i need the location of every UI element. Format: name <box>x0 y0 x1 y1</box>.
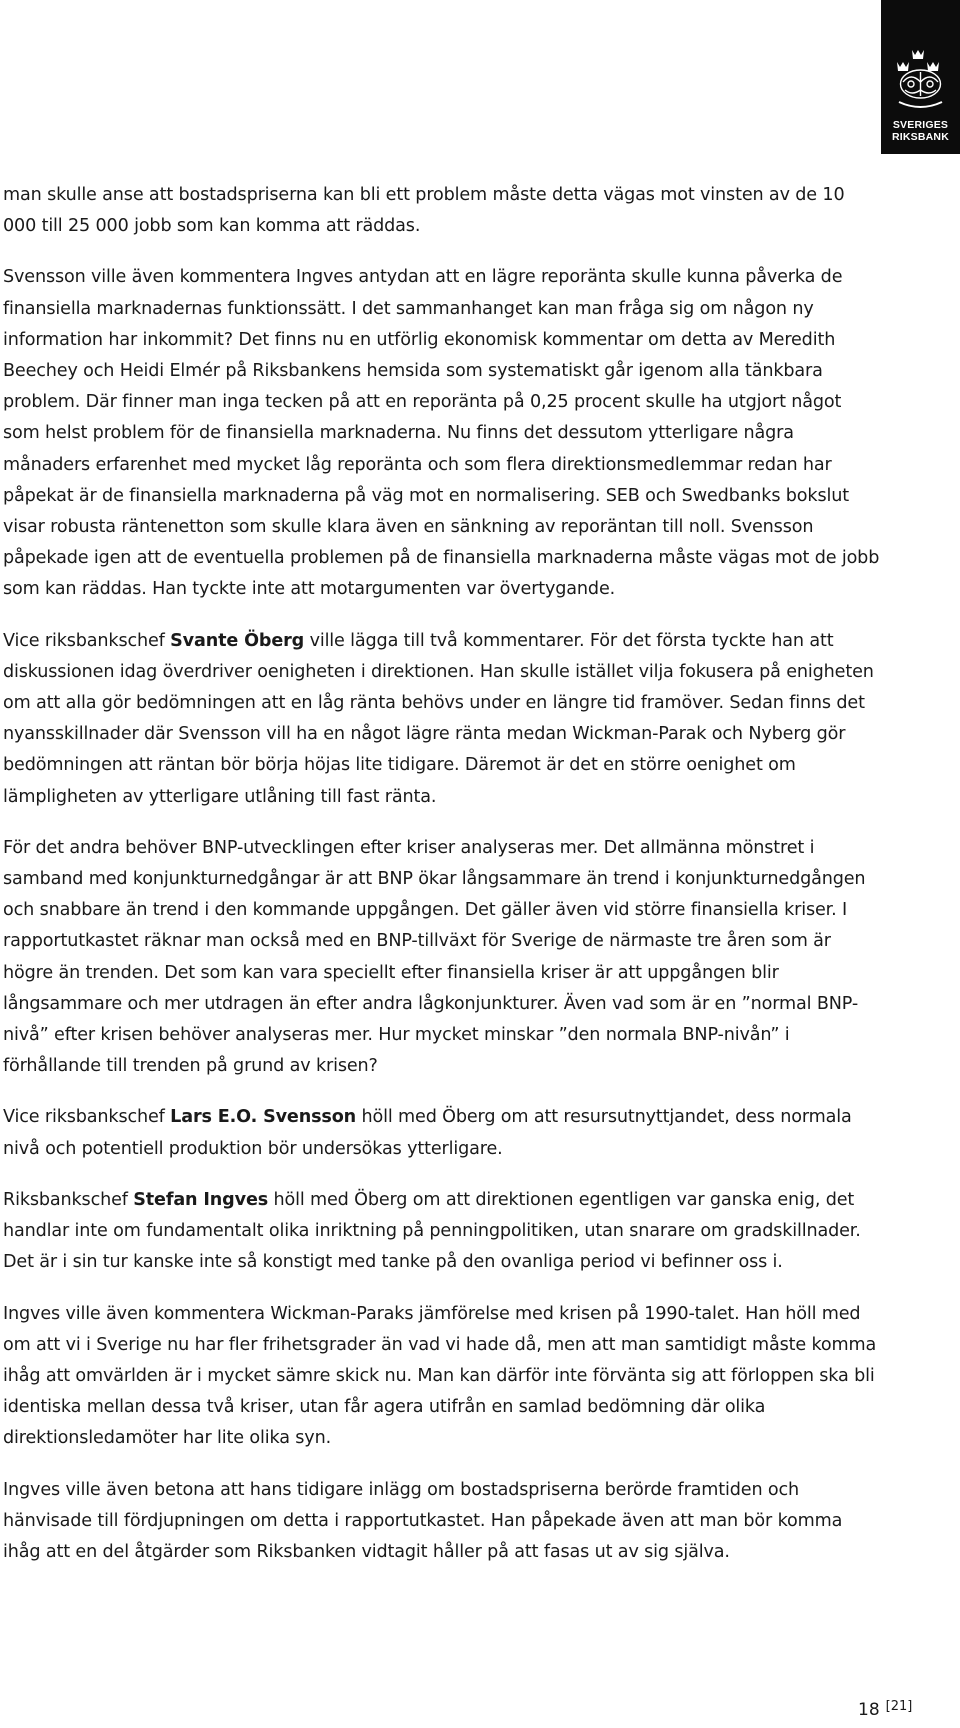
paragraph-text: Ingves ville även betona att hans tidigare inlägg om bostadspriserna berörde framtiden och hänvisade till fördjupningen om detta i rapportutkastet. Han påpekade även att man bör komma ihåg att en del åtgärder som Riksbanken vidtagit håller på att fasas ut av sig själva. <box>3 1479 843 1562</box>
paragraph-text: höll med Öberg om att resursutnyttjandet, dess normala nivå och potentiell produktion bör undersökas ytterligare. <box>3 1107 852 1159</box>
body-paragraph <box>3 180 883 242</box>
paragraph-text: Riksbankschef <box>3 1189 134 1210</box>
crown-seal-icon <box>889 46 952 114</box>
page-reference: [21] <box>885 1699 913 1714</box>
logo-text-line1: SVERIGES <box>892 119 949 131</box>
speaker-name: Stefan Ingves <box>133 1189 269 1210</box>
page-number: 18 <box>858 1700 880 1720</box>
body-paragraph <box>3 1299 883 1455</box>
paragraph-text: För det andra behöver BNP-utvecklingen efter kriser analyseras mer. Det allmänna mönstret i samband med konjunkturnedgångar är att BNP ökar långsammare än trend i konjunkturnedgången och snabbare än trend i den kommande uppgången. Det gäller även vid större finansiella kriser. I rapportutkastet räknar man också med en BNP-tillväxt för Sverige de närmaste tre åren som är högre än trenden. Det som kan vara speciellt efter finansiella kriser är att uppgången blir långsammare och mer utdragen än efter andra lågkonjunkturer. Även vad som är en ”normal BNP-nivå” efter krisen behöver analyseras mer. Hur mycket minskar ”den normala BNP-nivån” i förhållande till trenden på grund av krisen? <box>3 837 866 1077</box>
body-paragraph <box>3 1475 883 1569</box>
body-paragraph <box>3 1185 883 1279</box>
paragraph-text: Vice riksbankschef <box>3 1107 171 1128</box>
riksbank-logo <box>881 0 960 154</box>
page-footer <box>858 1700 912 1722</box>
paragraph-text: Svensson ville även kommentera Ingves antydan att en lägre reporänta skulle kunna påverka de finansiella marknadernas funktionssätt. I det sammanhanget kan man fråga sig om någon ny information har inkommit? Det finns nu en utförlig ekonomisk kommentar om detta av Meredith Beechey och Heidi Elmér på Riksbankens hemsida som systematiskt går igenom alla tänkbara problem. Där finner man inga tecken på att en reporänta på 0,25 procent skulle ha utgjort något som helst problem för de finansiella marknaderna. Nu finns det dessutom ytterligare några månaders erfarenhet med mycket låg reporänta och som flera direktionsmedlemmar redan har påpekat är de finansiella marknaderna på väg mot en normalisering. SEB och Swedbanks bokslut visar robusta räntenetton som skulle klara även en sänkning av reporäntan till noll. Svensson påpekade igen att de eventuella problemen på de finansiella marknaderna måste vägas mot de jobb som kan räddas. Han tyckte inte att motargumenten var övertygande. <box>3 267 880 600</box>
paragraph-text: höll med Öberg om att direktionen egentligen var ganska enig, det handlar inte om fundamentalt olika inriktning på penningpolitiken, utan snarare om gradskillnader. Det är i sin tur kanske inte så konstigt med tanke på den ovanliga period vi befinner oss i. <box>3 1189 861 1273</box>
body-paragraph <box>3 833 883 1083</box>
body-paragraph <box>3 262 883 605</box>
speaker-name: Svante Öberg <box>170 630 305 651</box>
body-paragraph <box>3 626 883 813</box>
paragraph-text: man skulle anse att bostadspriserna kan bli ett problem måste detta vägas mot vinsten av de 10 000 till 25 000 jobb som kan komma att räddas. <box>3 185 845 237</box>
logo-text-line2: RIKSBANK <box>891 131 950 143</box>
document-body <box>3 180 883 1588</box>
speaker-name: Lars E.O. Svensson <box>170 1107 357 1128</box>
paragraph-text: Ingves ville även kommentera Wickman-Paraks jämförelse med krisen på 1990-talet. Han höll med om att vi i Sverige nu har fler frihetsgrader än vad vi hade då, men att man samtidigt måste komma ihåg att omvärlden är i mycket sämre skick nu. Man kan därför inte förvänta sig att förloppen ska bli identiska mellan dessa två kriser, utan får agera utifrån en samlad bedömning där olika direktionsledamöter har lite olika syn. <box>3 1303 877 1449</box>
body-paragraph <box>3 1102 883 1164</box>
paragraph-text: Vice riksbankschef <box>3 630 171 651</box>
paragraph-text: ville lägga till två kommentarer. För det första tyckte han att diskussionen idag överdriver oenigheten i direktionen. Han skulle istället vilja fokusera på enigheten om att alla gör bedömningen att en låg ränta behövs under en längre tid framöver. Sedan finns det nyansskillnader där Svensson vill ha en något lägre ränta medan Wickman-Parak och Nyberg gör bedömningen att räntan bör börja höjas lite tidigare. Däremot är det en större oenighet om lämpligheten av ytterligare utlåning till fast ränta. <box>3 630 874 807</box>
